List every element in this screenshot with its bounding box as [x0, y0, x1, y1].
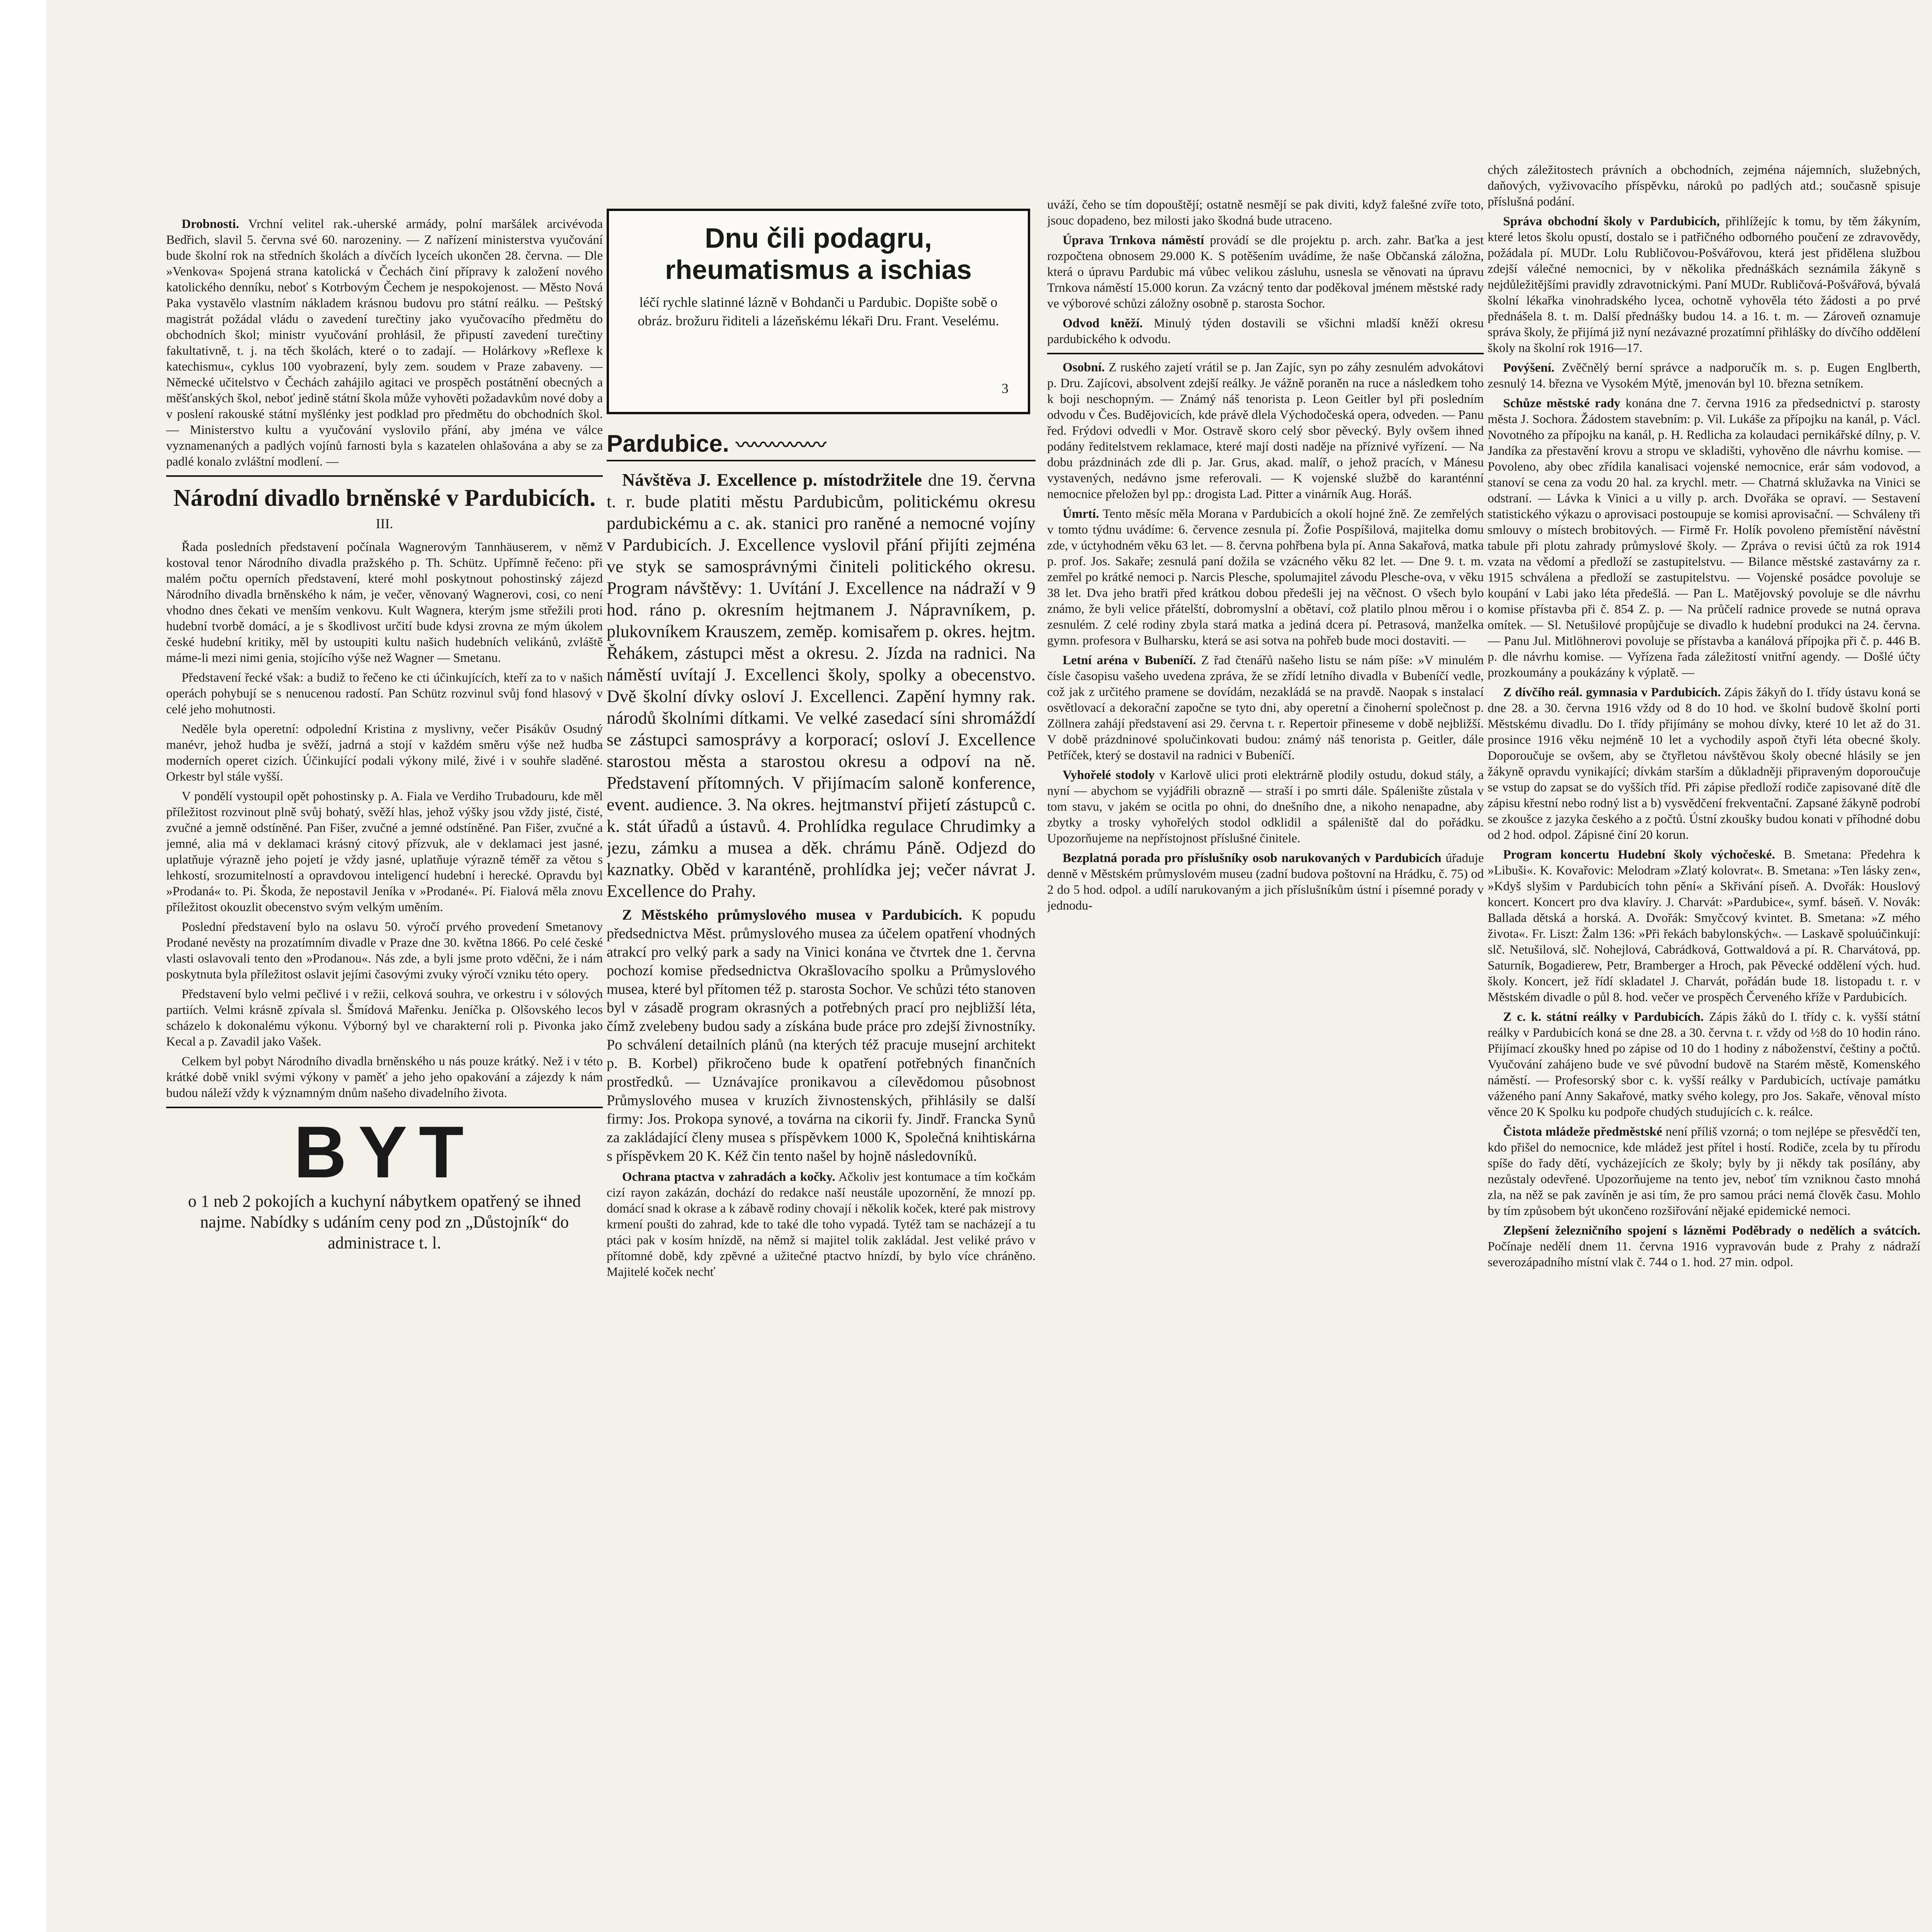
lazne-advertisement: [607, 209, 1030, 414]
divadlo-paragraph: Neděle byla operetní: odpolední Kristina z myslivny, večer Pisákův Osudný manévr, jehož hudba je svěží, jadrná a stojí v každém směru výše než hudba moderních operet cizích. Účinkující podali výkony milé, živé i v souhře sladěné. Orkestr byl stále vyšší.: [166, 722, 603, 784]
article-lead: Ochrana ptactva v zahradách a kočky.: [622, 1170, 835, 1184]
article: [1488, 396, 1920, 681]
article: [607, 469, 1036, 902]
page-margin: [0, 0, 46, 1932]
article: [1047, 506, 1484, 649]
article-lead: Letní aréna v Bubeníčí.: [1063, 653, 1196, 667]
article-text: Minulý týden dostavili se všichni mladší kněží okresu pardubického k odvodu.: [1047, 316, 1484, 346]
article: [1488, 685, 1920, 843]
article: [1047, 233, 1484, 312]
article-lead: Osobní.: [1063, 361, 1105, 374]
article-lead: Správa obchodní školy v Pardubicích,: [1503, 214, 1720, 228]
article-text: Z řad čtenářů našeho listu se nám píše: »V minulém čísle časopisu vašeho uvedena zpráva, že se zřídí letního divadla v Bubeníčí vedle, což jak z určitého pramene se dovídám, nezakládá se na pravdě. Naopak s instalací osvětlovací a dekorační započne se tyto dni, aby operetní a činoherní společnost p. Zöllnera zahájí představení asi 29. června t. r. Repertoir přineseme v době nejbližší. V době prázdninové spolučinkovati budou: známý náš tenorista p. Geitler, dále Petříček, který se dostavil na radnici v Bubeníčí.: [1047, 653, 1484, 762]
article-text: Zvěčnělý berní správce a nadporučík m. s. p. Eugen Englberth, zesnulý 14. března ve Vysokém Mýtě, jmenován byl 10. března setníkem.: [1488, 361, 1920, 391]
divadlo-heading: Národní divadlo brněnské v Pardubicích.: [173, 485, 596, 511]
article-text: přihlížejíc k tomu, by těm žákyním, které letos školu opustí, dostalo se i patřičného odborného poučení ze zdravovědy, požádala pí. MUDr. Lolu Rubličovou-Pošvářovou, která jest přidělena službou zdejší válečné nemocnici, by v několika přednáškách seznámila žákyně s nejdůležitějšími pravidly zdravotnickými. Paní MUDr. Rubličová-Pošvářová, bývalá školní lékařka vinohradského lycea, ochotně vyhověla této žádosti a po prvé přednášela 8. t. m. Další přednášky budou 14. a 16. t. m. — Zároveň oznamuje správa školy, že přijímá již nyní nezávazné prozatímní přihlášky do dívčího oddělení školy na školní rok 1916—17.: [1488, 214, 1920, 355]
article: [1488, 360, 1920, 392]
article-lead: Úmrtí.: [1063, 507, 1099, 521]
divadlo-subheading: III.: [376, 516, 393, 531]
divadlo-paragraph: Celkem byl pobyt Národního divadla brněnského u nás pouze krátký. Než i v této krátké době vnikl svými výkony v paměť a jeho jeho opakování a zájezdy k nám budou náleží vždy k významným dnům našeho divadelního života.: [166, 1054, 603, 1100]
article: [1488, 214, 1920, 356]
article-lead: Bezplatná porada pro příslušníky osob narukovaných v Pardubicích: [1063, 851, 1442, 865]
divider: [166, 1107, 603, 1108]
article: [1047, 316, 1484, 347]
divadlo-paragraph: Poslední představení bylo na oslavu 50. výročí prvého provedení Smetanovy Prodané nevěsty na prozatímním divadle v Praze dne 30. května 1866. Po celé české vlasti oslavovali tento den »Prodanou«. Nás zde, a byli jsme proto vděčni, že i nám poskytnuta byla příležitost oslavit jejími časovými zvuky výročí vzniku této opery.: [166, 920, 603, 981]
drobnosti-paragraph: [166, 216, 603, 470]
divadlo-paragraph: Představení bylo velmi pečlivé i v režii, celková souhra, ve orkestru i v sólových partiích. Velmi krásně zpívala sl. Šmídová Mařenku. Jeníčka p. Olšovského lecos scházelo k dokonalému výkonu. Výborný byl ve charakterní roli p. Pivonka jako Kecal a p. Zavadil jako Vašek.: [166, 987, 603, 1049]
section-title: Pardubice.: [607, 430, 729, 457]
article-text: B. Smetana: Předehra k »Libuši«. K. Kovařovic: Melodram »Zlatý kolovrat«. B. Smetana: »Ten lásky zen«, »Kdyš slyšim v Pardubicích tohn pění« a Skřivání píseň. A. Dvořák: Houslový koncert. Koncert pro dva klavíry. J. Charvát: »Pardubice«, symf. báseň. V. Novák: Ballada dětská a horská. A. Dvořák: Smyčcový kvintet. B. Smetana: »Z mého života«. Fr. Liszt: Žalm 136: »Při řekách babylonských«. — Laskavě spoluúčinkují: slč. Netušilová, slč. Nohejlová, Cabrádková, Gottwaldová a pí. R. Charvátová, pp. Saturník, Bogadierew, Petr, Bramberger a Hroch, pak Pěvecké oddělení vých. hud. školy. Koncert, jež řídí skladatel J. Charvát, pořádán bude 18. listopadu t. r. v Městském divadle o půl 8. hod. večer ve prospěch Červeného kříže v Pardubicích.: [1488, 848, 1920, 1004]
article: [1488, 1223, 1920, 1270]
ad-title-1: Dnu čili podagru,: [705, 223, 932, 254]
divadlo-paragraph: Řada posledních představení počínala Wagnerovým Tannhäuserem, v němž kostoval tenor Národního divadla pražského p. Th. Schütz. Upřímně řečeno: při malém počtu operních představení, které mohl poskytnout pohostinský zájezd Národního divadla brněnského k nám, je večer, věnovaný Wagnerovi, cosi, co není vhodno dnes čekati ve menším venkovu. Kult Wagnera, kterým jsme střežili proti hudební tvorbě domácí, a je s škodlivost určití bude kdysi zrovna ze mým úkolem české hudební kritiky, měl by ustoupiti kultu našich hudebních velikánů, zvláště máme-li mezi nimi genia, stojícího výše než Wagner — Smetanu.: [166, 540, 603, 665]
article: [1047, 653, 1484, 764]
article-lead: Čistota mládeže předměstské: [1503, 1125, 1662, 1139]
article: [1047, 850, 1484, 914]
ornament-icon: 〰〰〰〰〰: [736, 434, 825, 456]
article-text: K popudu předsednictva Měst. průmyslového musea za účelem opatření vhodných atrakcí pro velký park a sady na Vinici konána ve čtvrtek dne 1. června pochozí komise předsednictva Okrašlovacího spolku a Průmyslového musea, které byl přítomen též p. starosta Sochor. Ve schůzi této stanoven byl v zásadě program okrasných a potřebných prací pro nejbližší léta, čímž zvelebeny budou sady a získána bude práce pro zdejší živnostníky. Po schválení detailních plánů (na kterých též pracuje musejní architekt p. B. Korbel) přikročeno bude k opatření potřebných finančních prostředků. — Uznávajíce pronikavou a cílevědomou působnost Průmyslového musea v kruzích živnostenských, přihlásily se další firmy: Jos. Prokopa synové, a továrna na cikorii fy. Jindř. Francka Synů za zakládající členy musea s příspěvkem 1000 K, Společná knihtiskárna s příspěvkem 20 K. Kéž čin tento našel by hojně následovníků.: [607, 907, 1036, 1164]
article-lead: Z c. k. státní reálky v Pardubicích.: [1503, 1010, 1704, 1024]
article-text: Tento měsíc měla Morana v Pardubicích a okolí hojné žně. Ze zemřelých v tomto týdnu uvádíme: 6. července zesnula pí. Žofie Pospíšilová, majitelka domu zde, v úctyhodném věku 63 let. — 8. června pohřbena byla pí. Anna Sakařová, matka p. prof. Jos. Sakaře; zesnulá paní dožila se vzácného věku 82 let. — Dne 9. t. m. zemřel po krátké nemoci p. Narcis Plesche, spolumajitel závodu Plesche-ova, v věku 38 let. Dva jeho bratři před krátkou dobou předešli jej na věčnost. O všech bylo známo, že byli velice přátelští, dobromyslní a obětaví, což platilo plnou měrou i o zesnulém. Z celé rodiny zbyla stará matka a jediná dcera pí. Petrasová, manželka gymn. profesora v Bulharsku, která se asi sotva na pohřeb bude moci dostaviti. —: [1047, 507, 1484, 648]
article-text: není příliš vzorná; o tom nejlépe se přesvědčí ten, kdo přišel do nemocnice, kde mládež jest přítel i hostí. Rodiče, zcela by tu přírodu spíše do řady dětí, vycházejících ze školy; byly by ji někdy tak posílány, aby nezůstaly odevřené. Upozorňujeme na tento jev, neboť tím vzniknou často mnohá zla, na něž se pak zavíněn je asi tím, že pro samou práci nemá člověk času. Mohlo by tím způsobem být ukončeno rozšiřování nějaké epidemické nemoci.: [1488, 1125, 1920, 1218]
article: [1488, 847, 1920, 1005]
article-text: úřaduje denně v Městském průmyslovém museu (zadní budova poštovní na Hrádku, č. 75) od 2 do 5 hod. odpol. a udílí narukovaným a jich příslušníkům ústní i písemné porady v jednodu-: [1047, 851, 1484, 913]
article-lead: Program koncertu Hudební školy výchočeské.: [1503, 848, 1775, 862]
article: [1047, 767, 1484, 847]
column-2: [607, 209, 1036, 1932]
article-text: chých záležitostech právních a obchodních, zejména nájemních, služebných, daňových, vyživovacího příspěvku, nároků po padlých atd.; současně spisuje příslušná podání.: [1488, 163, 1920, 209]
column-3: [1047, 197, 1484, 1932]
article-text: uváží, čeho se tím dopouštějí; ostatně nesmějí se pak diviti, když falešné zvíře toto, jsouc dopadeno, bez milosti jako škodná bude utraceno.: [1047, 198, 1484, 228]
article-text: Z ruského zajetí vrátil se p. Jan Zajíc, syn po záhy zesnulém advokátovi p. Dru. Zajícovi, absolvent zdejší reálky. Je vážně poraněn na ruce a následkem toho k boji neschopným. — Známý náš tenorista p. Leon Geitler byl při posledním odvodu v Čes. Budějovicích, kde právě dlela Východočeská opera, odveden. — Panu řed. Frýdovi odvedli v Mor. Ostravě skoro celý sbor pěvecký. Byly ovšem ihned podány ředitelstvem reklamace, které mají dosti naděje na příznivé vyřízení. — Na dobu prázdninách zde dli p. Jar. Grus, akad. malíř, o jehož pracích, v Mánesu vystavených, nedávno jsme referovali. — K vojenské službě do karanténní nemocnice přeložen byl pp.: drogista Lad. Pitter a vinárník Aug. Horáš.: [1047, 361, 1484, 501]
article: [1488, 1009, 1920, 1120]
divadlo-paragraph: V pondělí vystoupil opět pohostinsky p. A. Fiala ve Verdiho Trubadouru, kde měl příležitost rozvinout plně svůj bohatý, svěží hlas, jehož výšky jsou vždy jisté, čisté, zvučné a jemně odstíněné. Pan Fišer, zvučné a jemné odstíněné. Pan Fišer, zvučné a jemné, alia má v deklamaci krásný citový přízvuk, ale v deklamaci jest jasné, uplatňuje výrazně jeho pojetí je vždy jasné, uplatňuje výrazně téměř za větou s lehkostí, srozumitelností a opravdovou inteligencí hudební i herecké. Opravdu byl »Prodaná« to. Pi. Škoda, že nepostavil Jeníka v »Prodané«. Pí. Fialová měla znovu příležitost okouzlit obecenstvo svým velkým uměním.: [166, 789, 603, 914]
article-text: provádí se dle projektu p. arch. zahr. Baťka a jest rozpočtena obnosem 29.000 K. S potěšením uvádíme, že naše Občanská záložna, která o úpravu Pardubic má vůbec velikou zásluhu, usnesla se věnovati na úpravu Trnkova náměstí 15.000 korun. Za vzácný tento dar poděkoval jménem městské rady ve výborové schůzi záložny osobně p. starosta Sochor.: [1047, 233, 1484, 311]
article-lead: Povýšení.: [1503, 361, 1554, 375]
ad-text: léčí rychle slatinné lázně v Bohdanči u Pardubic. Dopište sobě o obráz. brožuru řiditeli a lázeňskému lékaři Dru. Frant. Veselému.: [638, 294, 999, 328]
article-lead: Odvod kněží.: [1063, 316, 1143, 330]
article-text: konána dne 7. června 1916 za předsednictví p. starosty města J. Sochora. Žádostem stavebním: p. Vil. Lukáše za přípojku na kanál, p. Václ. Novotného za přípojku na kanál, p. H. Redlicha za kolaudaci pernikářské dílny, p. V. Jandíka za přestavění krovu a stropu ve skladišti, vyhověno dle návrhu komise. — Povoleno, aby obec zřídila kanalisaci vojenské nemocnice, erár sám vodovod, a stanoví se cena za vodu 20 hal. za krychl. metr. — Chatrná sklužavka na Vinici se odstraní. — Lávka k Vinici a u villy p. arch. Dvořáka se opraví. — Sestavení statistického výkazu o aprovisaci postoupuje se komisi aprovisační. — Schváleny tři smlouvy o místech brobitových. — Firmě Fr. Holík povoleno přemístění návěstní tabule při plotu zahrady průmyslové školy. — Zpráva o revisi účtů za rok 1914 vzata na vědomí a předloží se zastupitelstvu. — Bilance městské zastavárny za r. 1915 schválena a předloží se zastupitelstvu. — Vojenské posádce povoluje se koupání v Labi jako léta předešlá. — Pan L. Matějovský povoluje se dle návrhu komise přístavba při č. 854 Z. p. — Na průčelí radnice provede se nutná oprava omítek. — Sl. Netušilové propůjčuje se divadlo k hudební produkci na 24. června. — Panu Jul. Mitlöhnerovi povoluje se přístavba a kanálová přípojka při č. p. 446 B. p. dle návrhu komise. — Vyřízena řada záležitostí vnitřní agendy. — Došlé účty prozkoumány a poukázány k výplatě. —: [1488, 396, 1920, 680]
divadlo-paragraph: Představení řecké však: a budiž to řečeno ke cti účinkujících, kteří za to v našich operách pohybují se s nenucenou radostí. Pan Schütz rozvinul svůj fond hlasový v celé jeho mohutnosti.: [166, 671, 603, 716]
ad-title-2: rheumatismus a ischias: [665, 255, 972, 285]
article-lead: Z Městského průmyslového musea v Pardubicích.: [622, 907, 963, 923]
column-4: [1488, 162, 1920, 1932]
article-text: Zápis žáků do I. třídy c. k. vyšší státní reálky v Pardubicích koná se dne 28. a 30. června t. r. vždy od ½8 do 10 hodin ráno. Přijímací zkoušky hned po zápise od 10 do 1 hodiny z náboženství, češtiny a počtů. Vyučování zahájeno bude ve své původní budově na Starém městě, Komenského náměstí. — Profesorský sbor c. k. vyšší reálky v Pardubicích, uctívaje památku váženého paní Anny Sakařové, matky svého kolegy, pro Jos. Sakaře, věnoval místo věnce 20 K Spolku ku podpoře chudých studujících c. k. reálce.: [1488, 1010, 1920, 1119]
column-1: [166, 216, 603, 1932]
article-text: v Karlově ulici proti elektrárně plodily ostudu, dokud stály, a nyní — abychom se vyjádřili obrazně — straší i po smrti dále. Spálenište zůstala v tom stavu, v jakém se ocitla po ohni, do dnešního dne, a nikoho nenapadne, aby zbytky a trosky vyhořelých stodol odklidil a spáleniště dal do pořádku. Upozorňujeme na nepřístojnost příslušné činitele.: [1047, 768, 1484, 845]
byt-heading: BYT: [294, 1111, 475, 1193]
article-lead: Návštěva J. Excellence p. místodržitele: [622, 470, 922, 490]
divider: [1047, 353, 1484, 354]
drobnosti-text: Vrchní velitel rak.-uherské armády, polní maršálek arcivévoda Bedřich, slavil 5. června své 60. narozeniny. — Z nařízení ministerstva vyučování bude školní rok na středních školách a dívčích lyceích ukončen 28. června. — Dle »Venkova« Spojená strana katolická v Čechách činí přípravy k založení nového katolického denníku, neboť s Kotrbovým Čechem je nespokojenost. — Město Nová Paka vystavělo vlastním nákladem krásnou budovu pro státní reálku. — Peštský magistrát požádal vládu o zavedení turečtiny jako vyučovacího předmětu do obchodních škol; ministr vyučování prohlásil, že připustí zavedení turečtiny fakultativně, t. j. na těch školách, které o to zadají. — Holárkovy »Reflexe k katechismu«, cyklus 100 vyobrazení, byly zem. soudem v Praze zabaveny. — Německé učitelstvo v Čechách zahájilo agitaci ve prospěch postátnění obecných a měšťanských škol, neboť jedině státní škola může vyhověti požadavkům nové doby a v poslení rakouské státní myšlénky jest podklad pro předmětu do obchodních škol. — Ministerstvo kultu a vyučování vyslovilo přání, aby jména ve válce vyznamenaných a padlých vojínů farnosti byla s kazatelen ohlašována a aby se za padlé konalo zvláštní modlení. —: [166, 217, 603, 469]
article-text: Ačkoliv jest kontumace a tím kočkám cizí rayon zakázán, dochází do redakce naší neustále upozornění, že mnozí pp. domácí snad k okrase a k zábavě rodiny chovají i několik koček, které pak mistrovy krmení poušti do zahrad, kde to také dle toho vypadá. Tytéž tam se nacházejí a tu ptáci pak v kosím hnízdě, na němž si majitel tolik zakládal. Jest veliké právo v přítomné době, kdy zpěvné a užitečné ptactvo hnízdí, by bylo více chráněno. Majitelé koček nechť: [607, 1170, 1036, 1279]
article: [607, 1169, 1036, 1280]
article-lead: Vyhořelé stodoly: [1063, 768, 1155, 782]
byt-ad-text: o 1 neb 2 pokojích a kuchyní nábytkem opatřený se ihned najme. Nabídky s udáním ceny pod zn „Důstojník“ do administrace t. l.: [188, 1192, 581, 1252]
article: [1047, 360, 1484, 502]
divider: [166, 475, 603, 477]
drobnosti-title: Drobnosti.: [182, 217, 239, 231]
article-text: dne 19. června t. r. bude platiti městu Pardubicům, politickému okresu pardubickému a c. ak. stanici pro raněné a nemocné vojíny v Pardubicích. J. Excellence vyslovil přání přijíti zejména ve styk se samosprávnými činiteli politického okresu. Program návštěvy: 1. Uvítání J. Excellence na nádraží v 9 hod. ráno p. okresním hejtmanem J. Nápravníkem, p. plukovníkem Krauszem, zeměp. komisařem p. okres. hejtm. Řehákem, zástupci měst a okresu. 2. Jízda na radnici. Na náměstí uvítají J. Excellenci školy, spolky a obecenstvo. Dvě školní dívky osloví J. Excellenci. Zapění hymny rak. národů školními dítkami. Ve velké zasedací síni shromáždí se zástupci samosprávy a korporací; osloví J. Excellence starostou města a starostou okresu a odpoví na ně. Představení přítomných. V přijímacím saloně konference, event. audience. 3. Na okres. hejtmanství přijetí zástupců c. k. stát úřadů a ústavů. 4. Prohlídka regulace Chrudimky a jezu, zámku a musea a děk. chrámu Páně. Odjezd do kaznatky. Oběd v karanténě, prohlídka jej; večer návrat J. Excellence do Prahy.: [607, 470, 1036, 901]
section-heading: [607, 430, 1036, 461]
article-lead: Úprava Trnkova náměstí: [1063, 233, 1204, 247]
article-lead: Z dívčího reál. gymnasia v Pardubicích.: [1503, 685, 1721, 699]
article: [607, 906, 1036, 1165]
ad-number: 3: [1002, 381, 1009, 396]
article-text: Zápis žákyň do I. třídy ústavu koná se dne 28. a 30. června 1916 vždy od 8 do 10 hod. ve školní budově školní porti Městskému divadlu. Do I. třídy přijímány se mohou dívky, které 10 let až do 31. prosince 1916 věku nejméně 10 let a vychodily aspoň čtyři léta obecné školy. Doporoučuje se ovšem, aby se čtyřletou návštěvou školy obecné hlásily se jen žákyně opravdu vynikající; dívkám starším a důkladněji připraveným doporoučuje se vstup do zapsat se do vyšších tříd. Při zápise předloží rodiče zapisované dítě dle zápisu křestní nebo rodný list a b) vysvědčení frekventační. Zapsané žákyně podrobí se zkoušce z jazyka českého a z počtů. Ústní zkoušky budou konati v příhodné dobu od 2 hod. odpol. Zápisné činí 20 korun.: [1488, 685, 1920, 842]
article-text: Počínaje nedělí dnem 11. června 1916 vypravován bude z Prahy z nádraží severozápadního místní vlak č. 744 o 1. hod. 27 min. odpol.: [1488, 1240, 1920, 1269]
article-lead: Zlepšení železničního spojení s lázněmi Poděbrady o nedělích a svátcích.: [1503, 1224, 1920, 1238]
article: [1488, 1124, 1920, 1219]
article-lead: Schůze městské rady: [1503, 396, 1621, 410]
